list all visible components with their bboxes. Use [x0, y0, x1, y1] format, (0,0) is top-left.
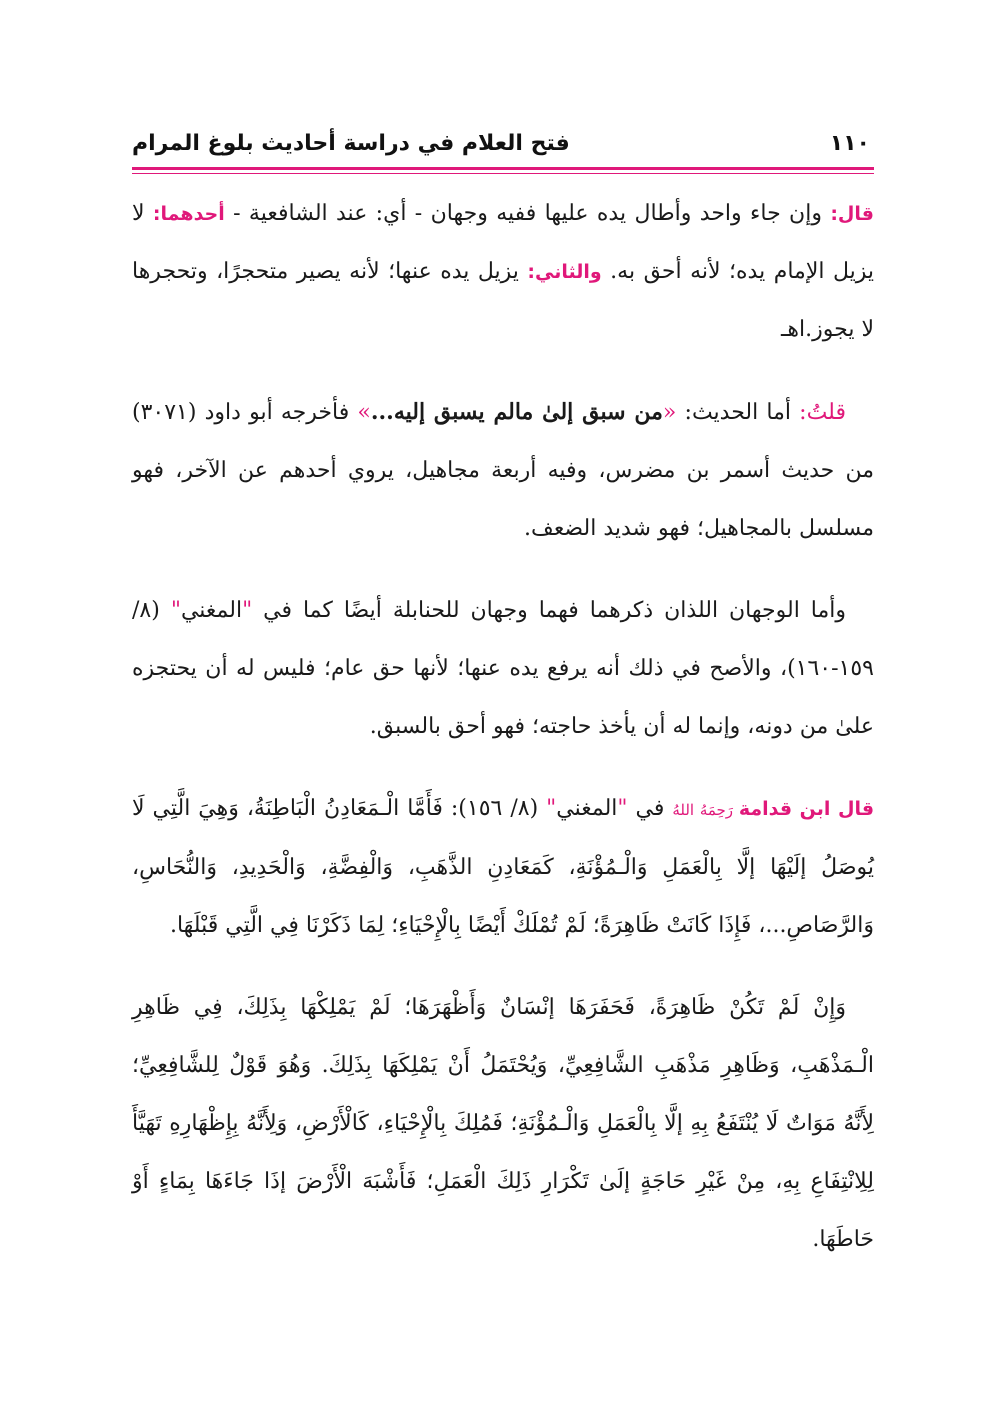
page-number: ١١٠ [829, 131, 870, 156]
header-rule-thick [132, 167, 874, 170]
paragraph-3 [132, 582, 874, 756]
book-name-2: المغني [556, 796, 618, 821]
book-quote-open: " [242, 598, 253, 623]
p4-text-1: في [627, 796, 673, 821]
quote-close: » [357, 400, 371, 425]
honorific: رَحِمَهُ اللهُ [672, 801, 739, 819]
quote-open: « [662, 400, 677, 425]
book-title: فتح العلام في دراسة أحاديث بلوغ المرام [132, 131, 570, 156]
book-quote-open-2: " [617, 796, 628, 821]
paragraph-1 [132, 185, 874, 359]
label-qaal: قال: [830, 203, 874, 225]
p5-text: وَإِنْ لَمْ تَكُنْ ظَاهِرَةً، فَحَفَرَهَا إنْسَانٌ وَأَظْهَرَهَا؛ لَمْ يَمْلِكْهَا بِذَلِكَ، فِي ظَاهِرِ الْـمَذْهَبِ، وَظَاهِرِ مَذْهَبِ الشَّافِعِيِّ، وَيُحْتَمَلُ أَنْ يَمْلِكَهَا بِذَلِكَ. وَهُوَ قَوْلٌ لِلشَّافِعِيِّ؛ لِأَنَّهُ مَوَاتٌ لَا يُنْتَفَعُ بِهِ إلَّا بِالْعَمَلِ وَالْـمُؤْنَةِ؛ فَمُلِكَ بِالْإِحْيَاءِ، كَالْأَرْضِ، وَلِأَنَّهُ بِإِظْهَارِهِ تَهَيَّأَ لِلِانْتِفَاعِ بِهِ، مِنْ غَيْرِ حَاجَةٍ إلَىٰ تَكْرَارِ ذَلِكَ الْعَمَلِ؛ فَأَشْبَهَ الْأَرْضَ إذَا جَاءَهَا بِمَاءٍ أَوْ حَاطَهَا. [132, 995, 874, 1252]
p4-text-2: (٨/ ١٥٦): فَأَمَّا الْـمَعَادِنُ الْبَاطِنَةُ، وَهِيَ الَّتِي لَا يُوصَلُ إلَيْهَا إلَّا بِالْعَمَلِ وَالْـمُؤْنَةِ، كَمَعَادِنِ الذَّهَبِ، وَالْفِضَّةِ، وَالْحَدِيدِ، وَالنُّحَاسِ، وَالرَّصَاصِ...، فَإِذَا كَانَتْ ظَاهِرَةً؛ لَمْ تُمْلَكْ أَيْضًا بِالْإِحْيَاءِ؛ لِمَا ذَكَرْنَا فِي الَّتِي قَبْلَهَا. [132, 796, 874, 938]
label-first: أحدهما: [152, 203, 225, 225]
page-content [132, 185, 874, 1293]
p2-text-2: فأخرجه أبو داود (٣٠٧١) من حديث أسمر بن مضرس، وفيه أربعة مجاهيل، يروي أحدهم عن الآخر، فهو مسلسل بالمجاهيل؛ فهو شديد الضعف. [132, 400, 874, 541]
p1-text-3: يزيل يده عنها؛ لأنه يصير متحجرًا، وتحجرها لا يجوز.اهـ [132, 259, 874, 342]
book-name: المغني [180, 598, 243, 623]
page-header [132, 125, 874, 169]
paragraph-5 [132, 979, 874, 1269]
p3-text-1: وأما الوجهان اللذان ذكرهما فهما وجهان للحنابلة أيضًا كما في [252, 598, 846, 623]
book-quote-close-2: " [546, 796, 557, 821]
p2-text-1: أما الحديث: [676, 400, 800, 425]
p3-text-2: (٨/ ١٥٩-١٦٠)، والأصح في ذلك أنه يرفع يده عنها؛ لأنها حق عام؛ فليس له أن يحتجزه علىٰ من دونه، وإنما له أن يأخذ حاجته؛ فهو أحق بالسبق. [132, 598, 874, 739]
paragraph-4 [132, 780, 874, 955]
book-quote-close: " [170, 598, 181, 623]
p1-text-2: لا يزيل الإمام يده؛ لأنه أحق به. [132, 201, 874, 284]
label-second: والثاني: [527, 261, 602, 283]
hadith-text: من سبق إلىٰ مالم يسبق إليه... [370, 399, 663, 425]
label-ibn-qudama: قال ابن قدامة [738, 798, 875, 820]
label-qultu: قلتُ: [799, 400, 846, 425]
p1-text-1: وإن جاء واحد وأطال يده عليها ففيه وجهان - أي: عند الشافعية - [224, 201, 831, 226]
header-rule-thin [132, 173, 874, 174]
paragraph-2 [132, 383, 874, 558]
